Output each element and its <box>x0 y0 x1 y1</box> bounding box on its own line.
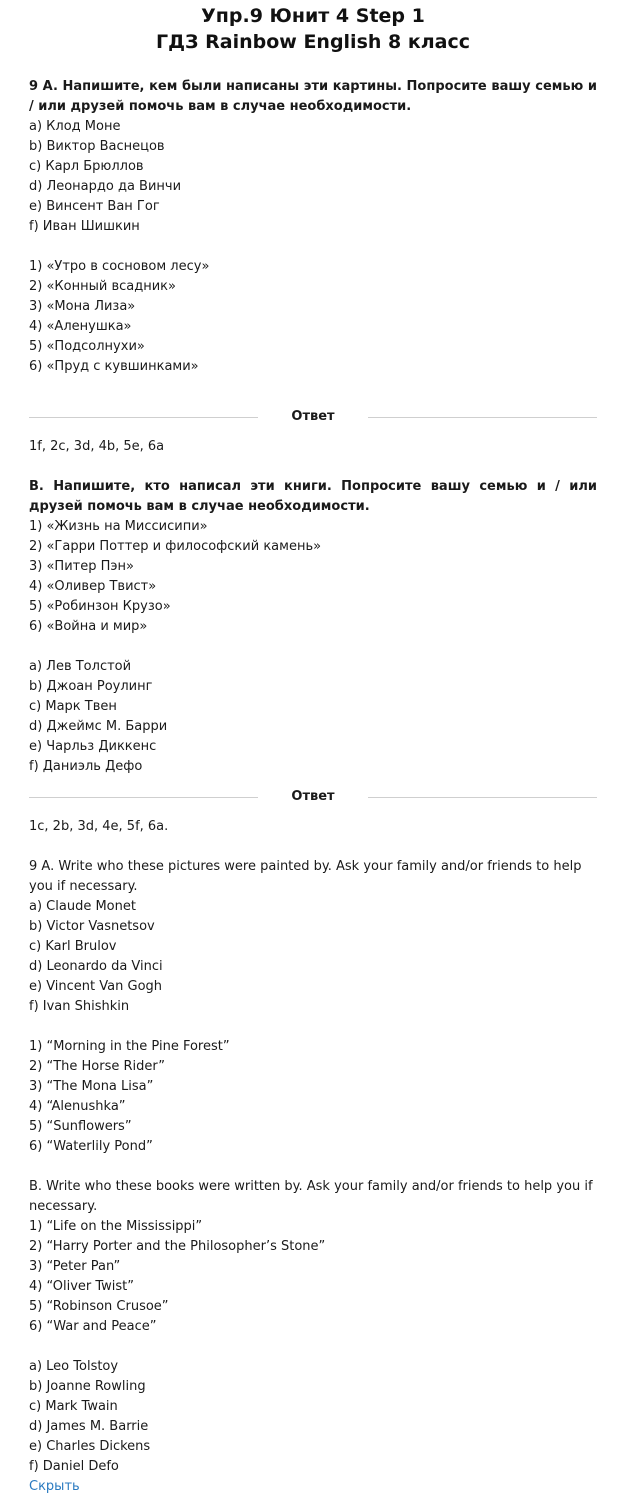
list-item: a) Лев Толстой <box>29 659 132 674</box>
list-item: 2) “The Horse Rider” <box>29 1059 166 1074</box>
en-a-painters-list <box>29 897 597 1017</box>
list-item: e) Vincent Van Gogh <box>29 979 163 994</box>
list-item: 4) “Oliver Twist” <box>29 1279 135 1294</box>
en-b-authors-list <box>29 1357 597 1477</box>
divider-line <box>29 797 258 798</box>
ru-b-books-list <box>29 517 597 637</box>
list-item: 5) «Подсолнухи» <box>29 339 145 354</box>
list-item: 2) «Конный всадник» <box>29 279 176 294</box>
list-item: e) Винсент Ван Гог <box>29 199 160 214</box>
list-item: 3) “Peter Pan” <box>29 1259 121 1274</box>
list-item: f) Ivan Shishkin <box>29 999 130 1014</box>
list-item: 2) «Гарри Поттер и философский камень» <box>29 539 322 554</box>
list-item: 5) «Робинзон Крузо» <box>29 599 171 614</box>
ru-b-question: B. Напишите, кто написал эти книги. Попросите вашу семью и / или друзей помочь вам в случае необходимости. <box>29 479 597 514</box>
en-a-paintings-list <box>29 1037 597 1157</box>
list-item: f) Daniel Defo <box>29 1459 119 1474</box>
list-item: 1) «Утро в сосновом лесу» <box>29 259 210 274</box>
ru-a-paintings-list <box>29 257 597 377</box>
list-item: c) Марк Твен <box>29 699 117 714</box>
list-item: 5) “Sunflowers” <box>29 1119 132 1134</box>
answer-b: 1c, 2b, 3d, 4e, 5f, 6a. <box>29 819 169 834</box>
en-a-question: 9 A. Write who these pictures were painted by. Ask your family and/or friends to help you if necessary. <box>29 859 582 894</box>
list-item: b) Victor Vasnetsov <box>29 919 155 934</box>
answer-divider-a <box>29 407 597 427</box>
list-item: c) Mark Twain <box>29 1399 118 1414</box>
en-section-a <box>29 857 597 1157</box>
answer-divider-b <box>29 787 597 807</box>
page <box>29 3 597 1497</box>
divider-line <box>368 417 597 418</box>
list-item: 6) “Waterlily Pond” <box>29 1139 153 1154</box>
list-item: d) James M. Barrie <box>29 1419 149 1434</box>
list-item: a) Клод Моне <box>29 119 121 134</box>
list-item: a) Leo Tolstoy <box>29 1359 119 1374</box>
list-item: f) Даниэль Дефо <box>29 759 143 774</box>
answer-label: Ответ <box>291 409 335 424</box>
answer-a: 1f, 2c, 3d, 4b, 5e, 6a <box>29 439 165 454</box>
list-item: 4) “Alenushka” <box>29 1099 126 1114</box>
ru-a-question: 9 A. Напишите, кем были написаны эти картины. Попросите вашу семью и / или друзей помочь вам в случае необходимости. <box>29 79 597 114</box>
list-item: e) Чарльз Диккенс <box>29 739 157 754</box>
list-item: b) Джоан Роулинг <box>29 679 153 694</box>
en-b-question: B. Write who these books were written by. Ask your family and/or friends to help you if necessary. <box>29 1179 593 1214</box>
list-item: 6) «Война и мир» <box>29 619 148 634</box>
list-item: 6) “War and Peace” <box>29 1319 157 1334</box>
ru-b-authors-list <box>29 657 597 777</box>
page-title <box>29 3 597 55</box>
hide-link[interactable]: Скрыть <box>29 1479 80 1494</box>
en-b-books-list <box>29 1217 597 1337</box>
en-section-b <box>29 1177 597 1477</box>
divider-line <box>368 797 597 798</box>
list-item: a) Claude Monet <box>29 899 136 914</box>
list-item: 4) «Аленушка» <box>29 319 132 334</box>
list-item: 2) “Harry Porter and the Philosopher’s Stone” <box>29 1239 326 1254</box>
list-item: b) Joanne Rowling <box>29 1379 146 1394</box>
list-item: f) Иван Шишкин <box>29 219 140 234</box>
ru-a-painters-list <box>29 117 597 237</box>
ru-section-a <box>29 77 597 377</box>
list-item: d) Леонардо да Винчи <box>29 179 182 194</box>
list-item: d) Leonardo da Vinci <box>29 959 163 974</box>
divider-line <box>29 417 258 418</box>
list-item: c) Карл Брюллов <box>29 159 144 174</box>
list-item: 1) «Жизнь на Миссисипи» <box>29 519 208 534</box>
ru-section-b <box>29 477 597 777</box>
list-item: c) Karl Brulov <box>29 939 117 954</box>
title-line-2: ГДЗ Rainbow English 8 класс <box>155 31 471 53</box>
list-item: b) Виктор Васнецов <box>29 139 165 154</box>
list-item: 1) “Morning in the Pine Forest” <box>29 1039 230 1054</box>
answer-label: Ответ <box>291 789 335 804</box>
title-line-1: Упр.9 Юнит 4 Step 1 <box>201 5 425 27</box>
list-item: e) Charles Dickens <box>29 1439 151 1454</box>
list-item: d) Джеймс М. Барри <box>29 719 168 734</box>
list-item: 4) «Оливер Твист» <box>29 579 157 594</box>
list-item: 3) «Питер Пэн» <box>29 559 134 574</box>
list-item: 1) “Life on the Mississippi” <box>29 1219 203 1234</box>
list-item: 5) “Robinson Crusoe” <box>29 1299 169 1314</box>
list-item: 3) «Мона Лиза» <box>29 299 136 314</box>
list-item: 6) «Пруд с кувшинками» <box>29 359 199 374</box>
list-item: 3) “The Mona Lisa” <box>29 1079 154 1094</box>
